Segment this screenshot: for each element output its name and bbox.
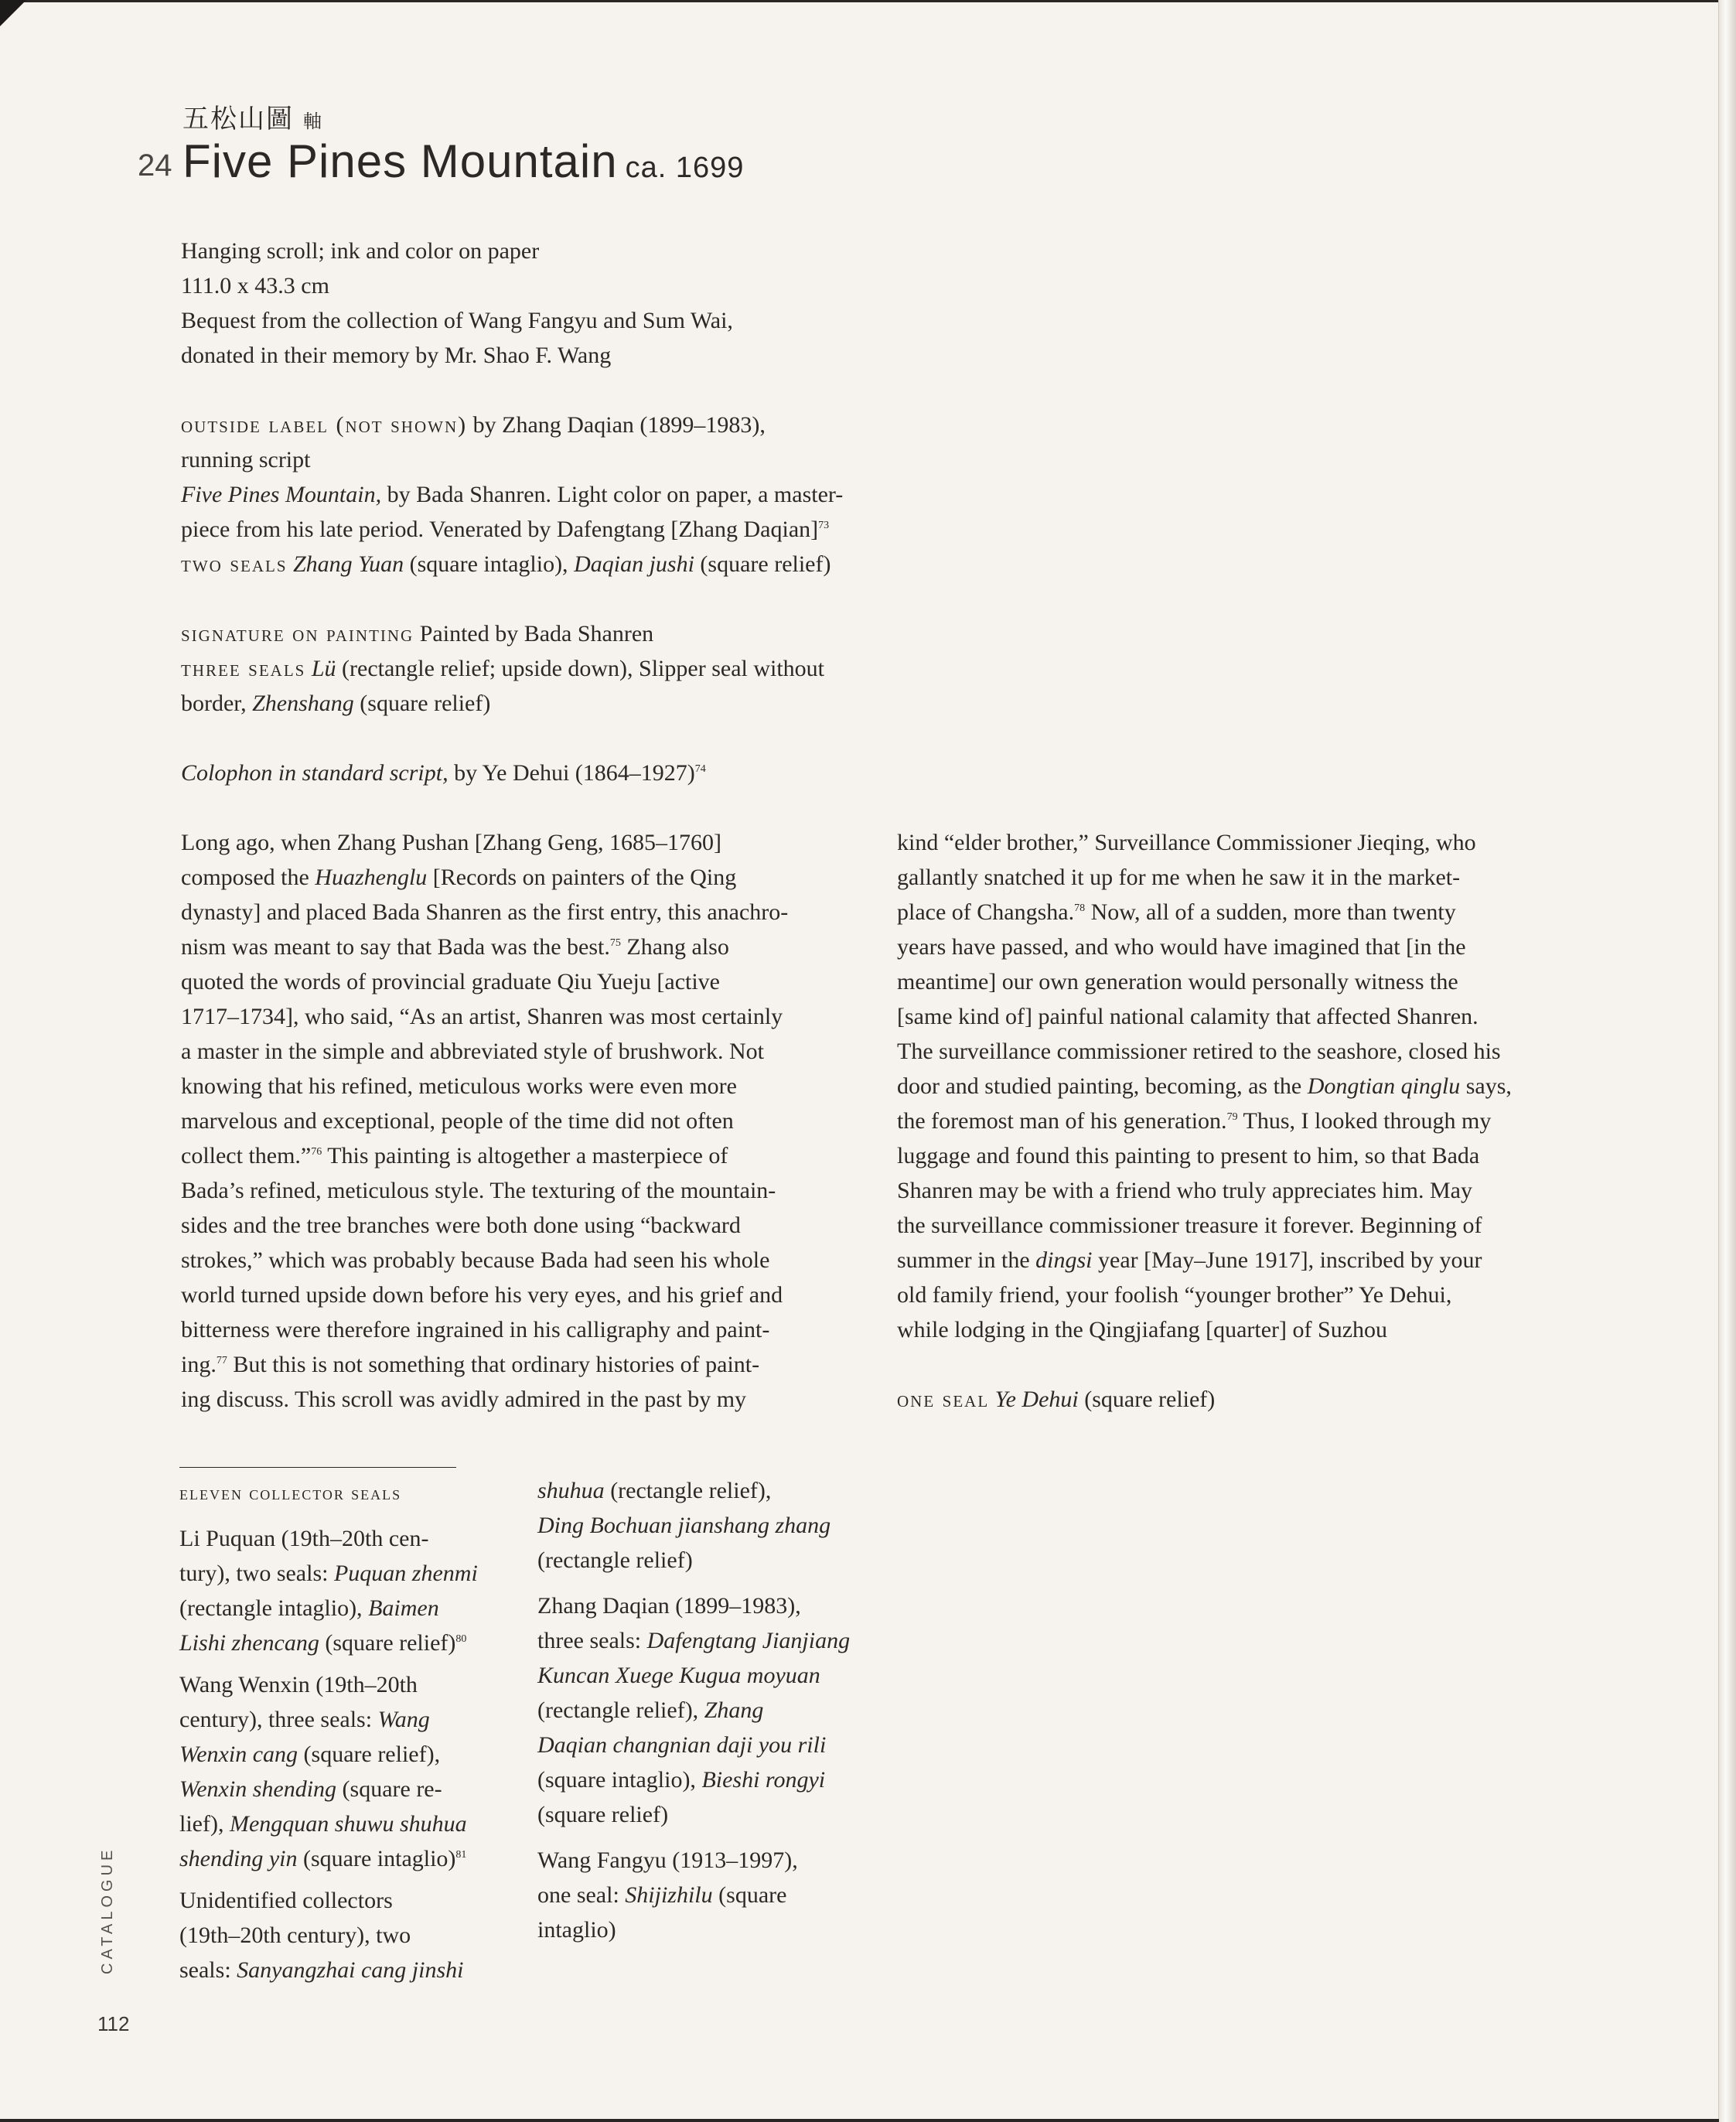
body-line: collect them.”$^{76}$ This painting is altogether a masterpiece of [181, 1143, 728, 1168]
body-line: Bada’s refined, meticulous style. The texturing of the mountain- [181, 1178, 776, 1203]
body-line: quoted the words of provincial graduate Qiu Yueju [active [181, 969, 721, 994]
body-line: bitterness were therefore ingrained in his calligraphy and paint- [181, 1317, 770, 1342]
collector-line: tury), two seals: Puquan zhenmi [179, 1561, 478, 1586]
entry-number: 24 [138, 148, 172, 183]
body-line: dynasty] and placed Bada Shanren as the first entry, this anachro- [181, 899, 789, 925]
outside-label-heading: outside label (not shown) [181, 412, 468, 438]
collector-line: Unidentified collectors [179, 1888, 393, 1913]
collector-line: Wenxin shending (square re- [179, 1776, 442, 1802]
footnote-ref: 74 [694, 763, 706, 775]
body-line: door and studied painting, becoming, as the Dongtian qinglu says, [897, 1073, 1512, 1099]
outside-label-line: running script [181, 447, 311, 473]
collector-line: Wang Wenxin (19th–20th [179, 1672, 418, 1697]
colophon-seal: one seal Ye Dehui (square relief) [897, 1387, 1216, 1412]
collector-line: shuhua (rectangle relief), [537, 1478, 772, 1503]
outside-label-line: piece from his late period. Venerated by Dafengtang [Zhang Daqian]$^{73}$ [181, 517, 830, 542]
page-number: 112 [97, 2012, 130, 2035]
colophon-line: Colophon in standard script, by Ye Dehui (1864–1927)$^{74}$ [181, 760, 706, 786]
collector-line: shending yin (square intaglio)$^{81}$ [179, 1846, 467, 1871]
collector-line: seals: Sanyangzhai cang jinshi [179, 1957, 464, 1983]
collector-line: century), three seals: Wang [179, 1707, 430, 1732]
body-line: 1717–1734], who said, “As an artist, Shanren was most certainly [181, 1004, 783, 1029]
collector-line: (rectangle relief), Zhang [537, 1697, 764, 1723]
body-line: ing.$^{77}$ But this is not something that ordinary histories of paint- [181, 1352, 760, 1377]
body-line: old family friend, your foolish “younger brother” Ye Dehui, [897, 1282, 1452, 1308]
book-page-edge [1718, 0, 1736, 2122]
collector-line: Lishi zhencang (square relief)$^{80}$ [179, 1630, 467, 1656]
footnote-ref: 73 [818, 520, 830, 531]
collector-line: Daqian changnian daji you rili [537, 1732, 827, 1758]
body-line: Shanren may be with a friend who truly appreciates him. May [897, 1178, 1472, 1203]
collector-line: Ding Bochuan jianshang zhang [537, 1513, 831, 1538]
collector-line: (19th–20th century), two [179, 1922, 411, 1948]
collector-seals-heading: eleven collector seals [179, 1483, 402, 1504]
body-line: The surveillance commissioner retired to the seashore, closed his [897, 1039, 1501, 1064]
body-line: [same kind of] painful national calamity that affected Shanren. [897, 1004, 1478, 1029]
signature-seals: border, Zhenshang (square relief) [181, 691, 491, 716]
section-rule [179, 1467, 456, 1468]
body-line: strokes,” which was probably because Bada had seen his whole [181, 1247, 770, 1273]
collector-line: Wenxin cang (square relief), [179, 1742, 441, 1767]
body-line: ing discuss. This scroll was avidly admired in the past by my [181, 1387, 747, 1412]
body-line: world turned upside down before his very eyes, and his grief and [181, 1282, 783, 1308]
chinese-format: 軸 [303, 111, 323, 132]
collector-line: Li Puquan (19th–20th cen- [179, 1526, 429, 1551]
description-line: 111.0 x 43.3 cm [181, 273, 329, 299]
collector-line: lief), Mengquan shuwu shuhua [179, 1811, 467, 1837]
body-line: nism was meant to say that Bada was the best.$^{75}$ Zhang also [181, 934, 729, 960]
page-title: Five Pines Mountain ca. 1699 [182, 135, 745, 187]
description-line: donated in their memory by Mr. Shao F. Wang [181, 343, 612, 368]
body-line: the surveillance commissioner treasure it forever. Beginning of [897, 1213, 1482, 1238]
body-line: years have passed, and who would have imagined that [in the [897, 934, 1466, 960]
collector-line: (square intaglio), Bieshi rongyi [537, 1767, 826, 1793]
signature-seals: three seals Lü (rectangle relief; upside down), Slipper seal without [181, 656, 825, 681]
outside-label-line: Five Pines Mountain, by Bada Shanren. Light color on paper, a master- [181, 482, 844, 507]
description-line: Bequest from the collection of Wang Fangyu and Sum Wai, [181, 308, 733, 333]
outside-label-seals: two seals Zhang Yuan (square intaglio), Daqian jushi (square relief) [181, 551, 831, 577]
body-line: summer in the dingsi year [May–June 1917], inscribed by your [897, 1247, 1482, 1273]
body-line: Long ago, when Zhang Pushan [Zhang Geng, 1685–1760] [181, 830, 722, 855]
body-line: gallantly snatched it up for me when he saw it in the market- [897, 865, 1461, 890]
outside-label-line: outside label (not shown) by Zhang Daqian (1899–1983), [181, 412, 766, 438]
signature-line: signature on painting Painted by Bada Shanren [181, 621, 654, 646]
running-head: CATALOGUE [99, 1846, 116, 1974]
body-line: meantime] our own generation would personally witness the [897, 969, 1458, 994]
body-line: place of Changsha.$^{78}$ Now, all of a sudden, more than twenty [897, 899, 1456, 925]
body-line: knowing that his refined, meticulous works were even more [181, 1073, 737, 1099]
collector-line: Wang Fangyu (1913–1997), [537, 1847, 798, 1873]
body-line: composed the Huazhenglu [Records on painters of the Qing [181, 865, 737, 890]
body-line: kind “elder brother,” Surveillance Commissioner Jieqing, who [897, 830, 1476, 855]
top-edge [0, 0, 1719, 2]
page-corner [0, 0, 26, 26]
title-date: ca. 1699 [625, 152, 745, 184]
collector-line: (square relief) [537, 1802, 669, 1827]
body-line: a master in the simple and abbreviated style of brushwork. Not [181, 1039, 764, 1064]
collector-line: one seal: Shijizhilu (square [537, 1882, 787, 1908]
collector-line: Kuncan Xuege Kugua moyuan [537, 1663, 820, 1688]
bottom-edge [0, 2119, 1719, 2122]
body-line: sides and the tree branches were both done using “backward [181, 1213, 741, 1238]
body-line: marvelous and exceptional, people of the time did not often [181, 1108, 734, 1134]
body-line: the foremost man of his generation.$^{79}$ Thus, I looked through my [897, 1108, 1492, 1134]
collector-line: (rectangle relief) [537, 1547, 693, 1573]
collector-line: Zhang Daqian (1899–1983), [537, 1593, 801, 1619]
description-line: Hanging scroll; ink and color on paper [181, 238, 540, 264]
body-line: while lodging in the Qingjiafang [quarter] of Suzhou [897, 1317, 1388, 1342]
collector-line: three seals: Dafengtang Jianjiang [537, 1628, 851, 1653]
collector-line: intaglio) [537, 1917, 616, 1943]
signature-heading: signature on painting [181, 621, 414, 646]
chinese-title: 五松山圖 軸 [182, 104, 323, 135]
body-line: luggage and found this painting to present to him, so that Bada [897, 1143, 1480, 1168]
collector-line: (rectangle intaglio), Baimen [179, 1595, 439, 1621]
